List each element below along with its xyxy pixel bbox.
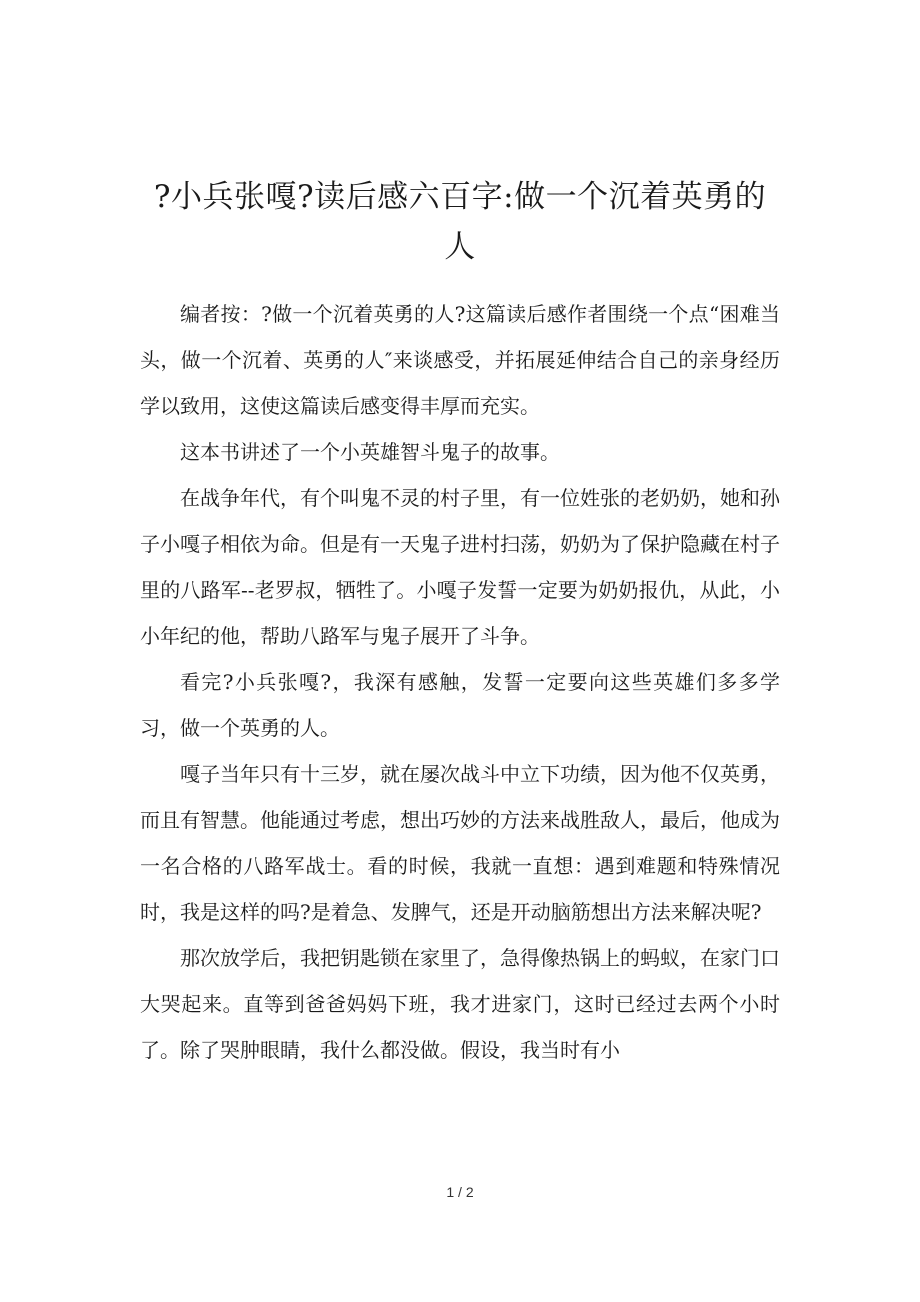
paragraph: 那次放学后，我把钥匙锁在家里了，急得像热锅上的蚂蚁，在家门口大哭起来。直等到爸爸妈妈下班，我才进家门，这时已经过去两个小时了。除了哭肿眼睛，我什么都没做。假设，我当时有小 — [140, 946, 780, 1062]
paragraph: 嘎子当年只有十三岁，就在屡次战斗中立下功绩，因为他不仅英勇，而且有智慧。他能通过考虑，想出巧妙的方法来战胜敌人，最后，他成为一名合格的八路军战士。看的时候，我就一直想：遇到难题和特殊情况时，我是这样的吗?是着急、发脾气，还是开动脑筋想出方法来解决呢? — [140, 762, 780, 924]
paragraph: 在战争年代，有个叫鬼不灵的村子里，有一位姓张的老奶奶，她和孙子小嘎子相依为命。但是有一天鬼子进村扫荡，奶奶为了保护隐藏在村子里的八路军--老罗叔，牺牲了。小嘎子发誓一定要为奶奶报仇，从此，小小年纪的他，帮助八路军与鬼子展开了斗争。 — [140, 486, 780, 648]
paragraph-editor-note: 编者按：?做一个沉着英勇的人?这篇读后感作者围绕一个点“困难当头，做一个沉着、英勇的人″来谈感受，并拓展延伸结合自己的亲身经历学以致用，这使这篇读后感变得丰厚而充实。 — [140, 302, 780, 418]
page-number: 1 / 2 — [446, 1184, 474, 1200]
page-title: ?小兵张嘎?读后感六百字:做一个沉着英勇的人 — [153, 179, 767, 265]
article-body — [140, 291, 780, 1073]
paragraph: 这本书讲述了一个小英雄智斗鬼子的故事。 — [180, 440, 560, 464]
paragraph: 看完?小兵张嘎?，我深有感触，发誓一定要向这些英雄们多多学习，做一个英勇的人。 — [140, 670, 780, 740]
